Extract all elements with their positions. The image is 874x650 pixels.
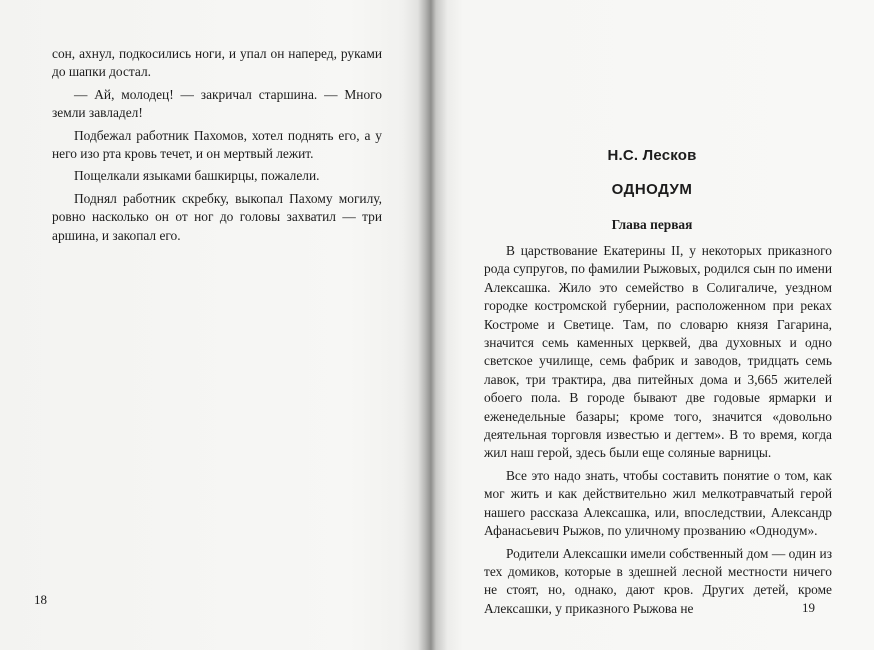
author-name: Н.С. Лесков (607, 147, 697, 164)
left-paragraph-5: Поднял работник скребку, выкопал Пахому могилу, ровно насколько он от ног до головы захватил — три аршина, и закопал его. (52, 190, 382, 243)
right-page (430, 0, 874, 650)
left-paragraph-1: сон, ахнул, подкосились ноги, и упал он наперед, руками до шапки достал. (52, 46, 382, 80)
right-paragraph-2: Все это надо знать, чтобы составить понятие о том, как мог жить и как действительно жил мелкотравчатый герой нашего рассказа Алексашка, или, впоследствии, Александр Афанасьевич Рыжов, по уличному прозванию «Однодум». (484, 467, 832, 539)
right-paragraph-1: В царствование Екатерины II, у некоторых приказного рода супругов, по фамилии Рыжовых, родился сын по имени Алексашка. Жило это семейство в Солигаличе, уездном городке костромской губернии, расположенном при реках Костроме и Светице. Там, по словарю князя Гагарина, значится семь каменных церквей, два духовных и одно светское училище, семь фабрик и заводов, тридцать семь лавок, три трактира, два питейных дома и 3,665 жителей обоего пола. В городе бывают две годовые ярмарки и еженедельные базары; кроме того, значится «довольно деятельная торговля известью и дегтем». В то время, когда жил наш герой, здесь были еще соляные варницы. (484, 243, 832, 461)
story-title: ОДНОДУМ (611, 181, 693, 198)
left-page-text (52, 45, 382, 249)
right-page-text (484, 242, 832, 622)
right-page-number: 19 (802, 600, 815, 615)
left-paragraph-2: — Ай, молодец! — закричал старшина. — Много земли завладел! (52, 86, 382, 121)
left-page-number: 18 (34, 592, 47, 607)
left-page (0, 0, 420, 650)
left-paragraph-4: Пощелкали языками башкирцы, пожалели. (74, 168, 320, 184)
left-paragraph-3: Подбежал работник Пахомов, хотел поднять его, а у него изо рта кровь течет, и он мертвый лежит. (52, 127, 382, 162)
right-paragraph-3: Родители Алексашки имели собственный дом — один из тех домиков, которые в здешней лесной местности ничего не стоят, но, однако, дают кров. Других детей, кроме Алексашки, у приказного Рыжова не (484, 545, 832, 616)
chapter-heading: Глава первая (611, 217, 693, 232)
